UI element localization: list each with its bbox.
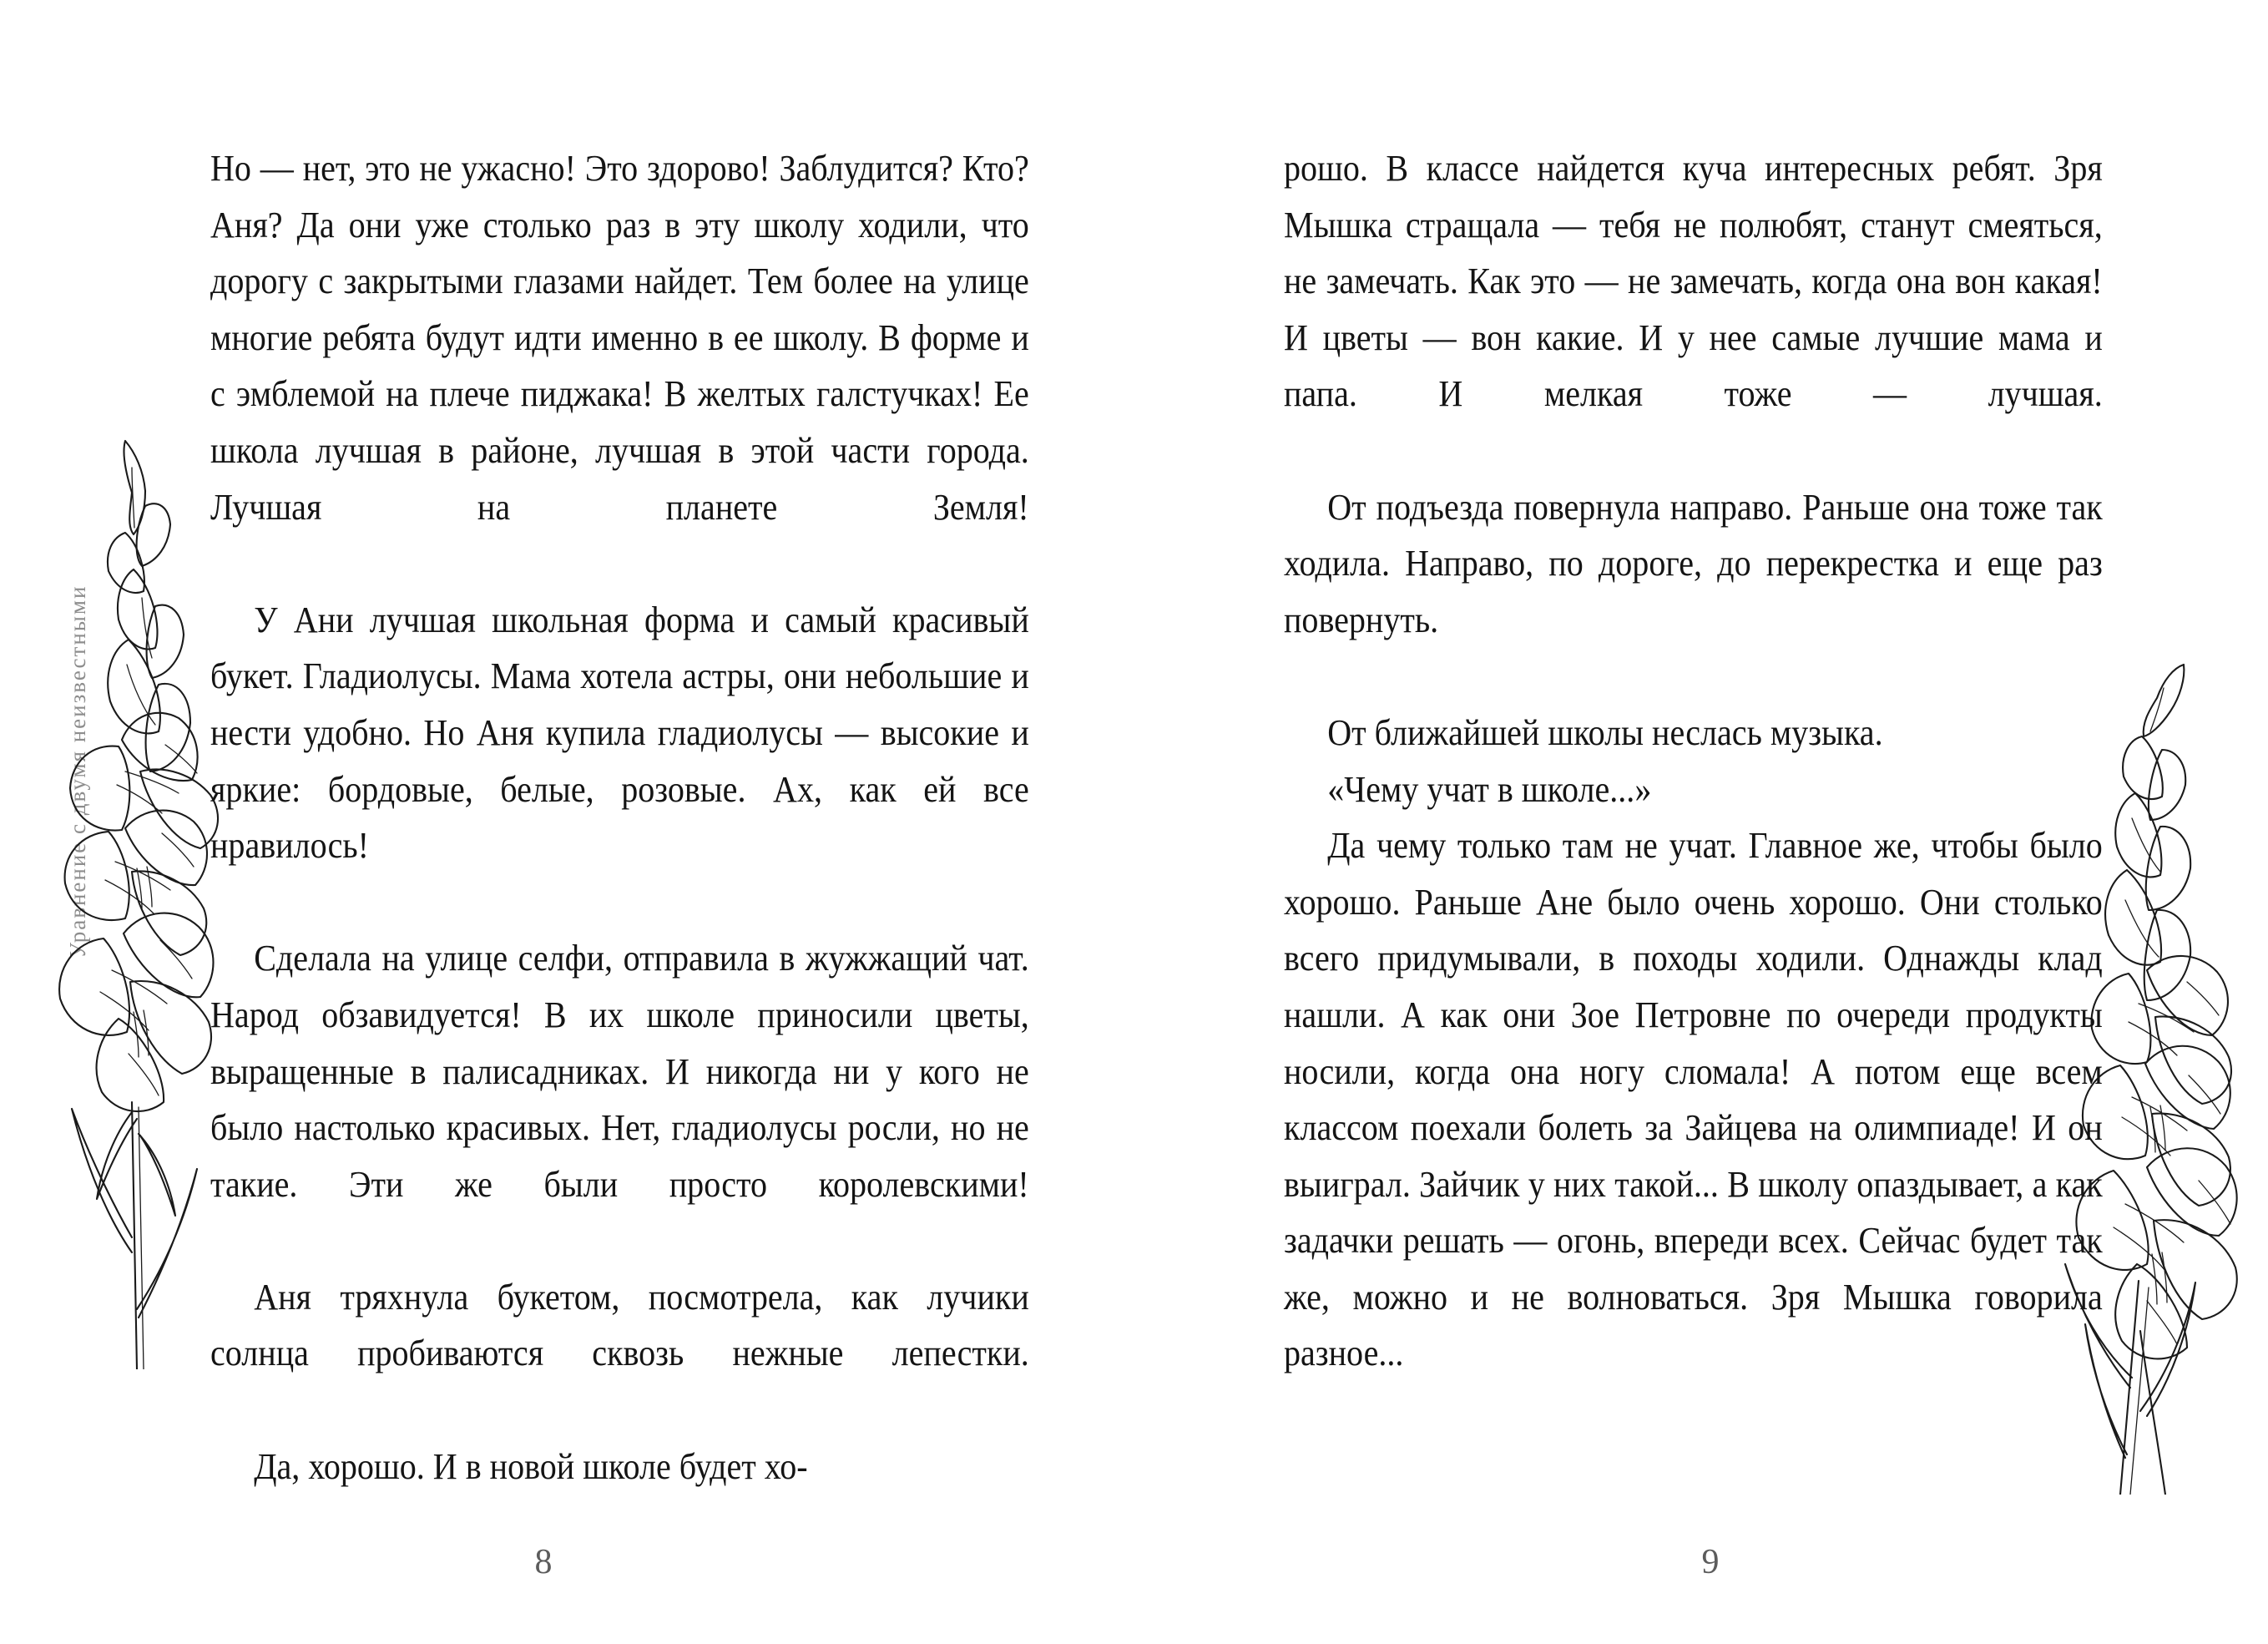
body-text-right: [1284, 140, 2102, 1382]
page-number-left: 8: [534, 1543, 553, 1581]
paragraph: У Ани лучшая школьная форма и самый красивый букет. Гладиолусы. Мама хотела астры, они небольшие и нести удобно. Но Аня купила гладиолусы — высокие и яркие: бордовые, белые, розовые. Ах, как ей все нравилось!: [210, 598, 1029, 867]
paragraph: От подъезда повернула направо. Раньше она тоже так ходила. Направо, по дороге, до перекрестка и еще раз повернуть.: [1284, 485, 2103, 640]
running-head-vertical: Уравнение с двумя неизвестными: [65, 584, 90, 959]
paragraph: Но — нет, это не ужасно! Это здорово! Заблудится? Кто? Аня? Да они уже столько раз в эту школу ходили, что дорогу с закрытыми глазами найдет. Тем более на улице многие ребята будут идти именно в ее школу. В форме и с эмблемой на плече пиджака! В желтых галстучках! Ее школа лучшая в районе, лучшая в этой части города. Лучшая на планете Земля!: [210, 147, 1029, 528]
paragraph: Сделала на улице селфи, отправила в жужжащий чат. Народ обзавидуется! В их школе приносили цветы, выращенные в палисадниках. И никогда ни у кого не было настолько красивых. Нет, гладиолусы росли, но не такие. Эти же были просто королевскими!: [210, 937, 1029, 1205]
body-text-left: [210, 140, 1028, 1495]
paragraph: Аня тряхнула букетом, посмотрела, как лучики солнца пробиваются сквозь нежные лепестки.: [210, 1275, 1029, 1374]
paragraph: «Чему учат в школе...»: [1327, 767, 1652, 810]
paragraph: Да, хорошо. И в новой школе будет хо-: [254, 1444, 808, 1487]
paragraph: рошо. В классе найдется куча интересных ребят. Зря Мышка стращала — тебя не полюбят, станут смеяться, не замечать. Как это — не замечать, когда она вон какая! И цветы — вон какие. И у нее самые лучшие мама и папа. И мелкая тоже — лучшая.: [1284, 147, 2103, 415]
page-right: [1134, 0, 2267, 1644]
page-number-right: 9: [1701, 1543, 1720, 1581]
paragraph: Да чему только там не учат. Главное же, чтобы было хорошо. Раньше Ане было очень хорошо. Они столько всего придумывали, в походы ходили. Однажды клад нашли. А как они Зое Петровне по очереди продукты носили, когда она ногу сломала! А потом еще всем классом поехали болеть за Зайцева на олимпиаде! И он выиграл. Зайчик у них такой... В школу опаздывает, а как задачки решать — огонь, впереди всех. Сейчас будет так же, можно и не волноваться. Зря Мышка говорила разное...: [1284, 824, 2103, 1374]
paragraph: От ближайшей школы неслась музыка.: [1327, 711, 1883, 753]
